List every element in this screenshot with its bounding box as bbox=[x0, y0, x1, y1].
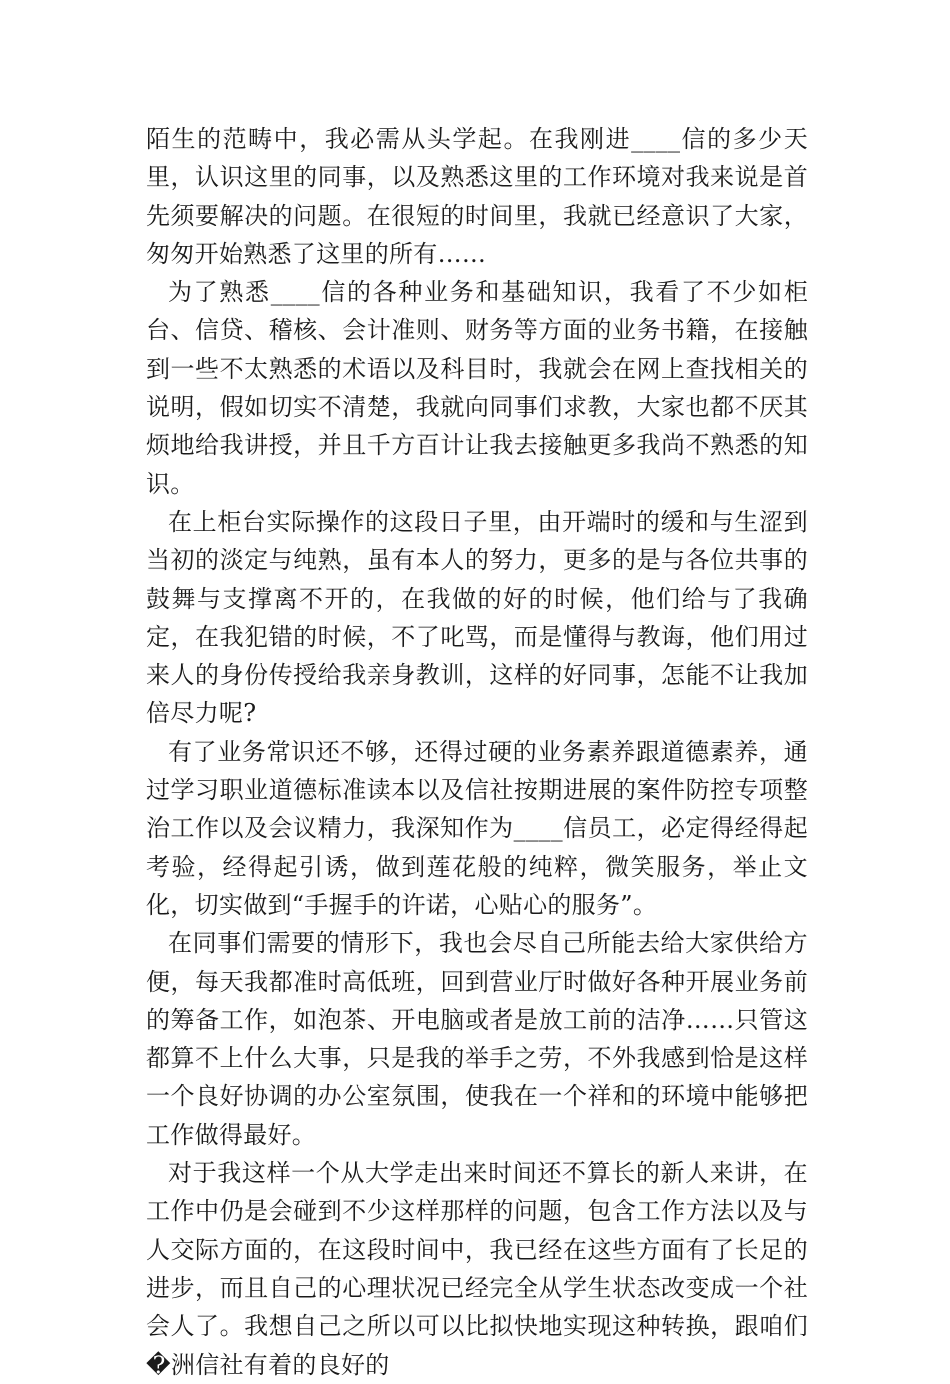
paragraph-5: 在同事们需要的情形下，我也会尽自己所能去给大家供给方便，每天我都准时高低班，回到营业厅时做好各种开展业务前的筹备工作，如泡茶、开电脑或者是放工前的洁净……只管这都算不上什么大事，只是我的举手之劳，不外我感到恰是这样一个良好协调的办公室氛围，使我在一个祥和的环境中能够把工作做得最好。 bbox=[146, 929, 808, 1149]
paragraph-3: 在上柜台实际操作的这段日子里，由开端时的缓和与生涩到当初的淡定与纯熟，虽有本人的努力，更多的是与各位共事的鼓舞与支撑离不开的，在我做的好的时候，他们给与了我确定，在我犯错的时候，不了叱骂，而是懂得与教诲，他们用过来人的身份传授给我亲身教训，这样的好同事，怎能不让我加倍尽力呢? bbox=[146, 507, 808, 728]
body-text bbox=[146, 120, 808, 1384]
paragraph-2: 为了熟悉____信的各种业务和基础知识，我看了不少如柜台、信贷、稽核、会计准则、财务等方面的业务书籍，在接触到一些不太熟悉的术语以及科目时，我就会在网上查找相关的说明，假如切实不清楚，我就向同事们求教，大家也都不厌其烦地给我讲授，并且千方百计让我去接触更多我尚不熟悉的知识。 bbox=[146, 278, 808, 498]
paragraph-4: 有了业务常识还不够，还得过硬的业务素养跟道德素养，通过学习职业道德标准读本以及信社按期进展的案件防控专项整治工作以及会议精力，我深知作为____信员工，必定得经得起考验，经得起引诱，做到莲花般的纯粹，微笑服务，举止文化，切实做到“手握手的许诺，心贴心的服务”。 bbox=[146, 737, 808, 919]
paragraph-6: 对于我这样一个从大学走出来时间还不算长的新人来讲，在工作中仍是会碰到不少这样那样的问题，包含工作方法以及与人交际方面的，在这段时间中，我已经在这些方面有了长足的进步，而且自己的心理状况已经完全从学生状态改变成一个社会人了。我想自己之所以可以比拟快地实现这种转换，跟咱们�洲信社有着的良好的 bbox=[146, 1159, 808, 1379]
paragraph-1: 陌生的范畴中，我必需从头学起。在我刚进____信的多少天里，认识这里的同事，以及熟悉这里的工作环境对我来说是首先须要解决的问题。在很短的时间里，我就已经意识了大家，匆匆开始熟悉了这里的所有…… bbox=[146, 125, 808, 268]
